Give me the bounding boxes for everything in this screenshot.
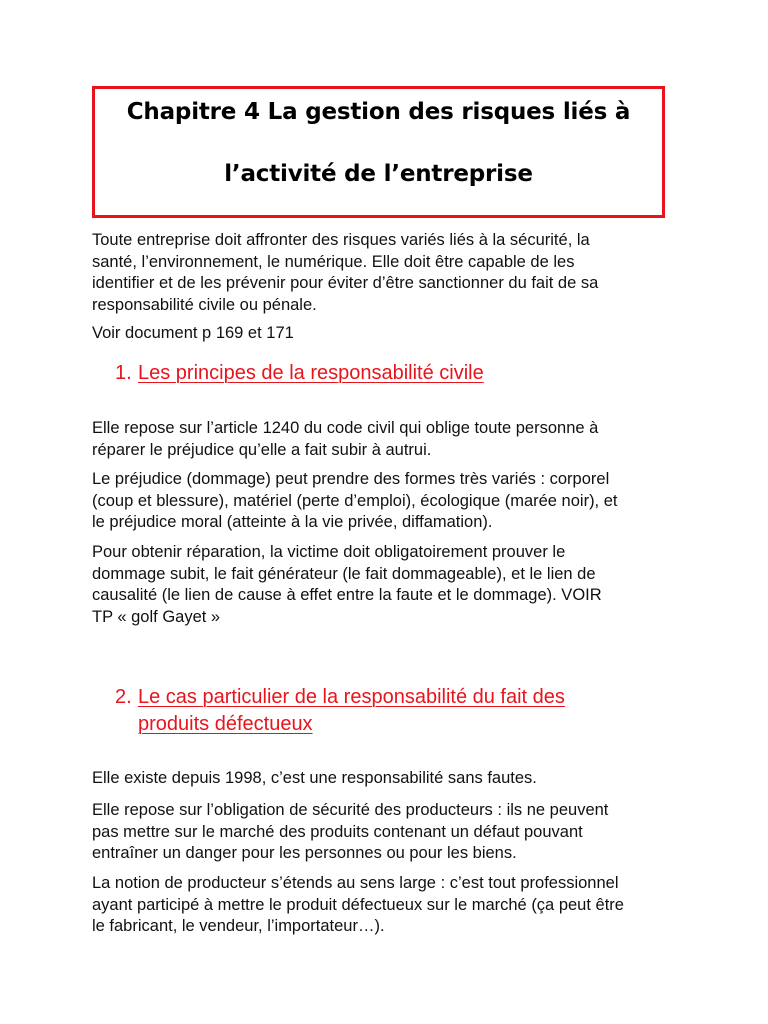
text-line: identifier et de les prévenir pour éviter d’être sanctionner du fait de sa	[92, 274, 599, 292]
text-line: Elle repose sur l’article 1240 du code civil qui oblige toute personne à	[92, 419, 599, 437]
section-2-paragraph-2	[92, 800, 692, 865]
intro-paragraph	[92, 230, 692, 316]
text-line: Elle repose sur l’obligation de sécurité des producteurs : ils ne peuvent	[92, 801, 609, 819]
text-line: pas mettre sur le marché des produits contenant un défaut pouvant	[92, 822, 583, 841]
text-line: Voir document p 169 et 171	[92, 324, 294, 342]
section-2-number: 2.	[115, 686, 132, 708]
section-2-paragraph-1	[92, 768, 692, 790]
text-line: TP « golf Gayet »	[92, 607, 221, 626]
text-line: Elle existe depuis 1998, c’est une responsabilité sans fautes.	[92, 769, 537, 787]
section-2-title-line-2: produits défectueux	[138, 713, 313, 735]
text-line: La notion de producteur s’étends au sens large : c’est tout professionnel	[92, 874, 619, 892]
text-line: le préjudice moral (atteinte à la vie privée, diffamation).	[92, 513, 493, 531]
section-1-paragraph-1	[92, 418, 692, 461]
document-reference	[92, 323, 692, 345]
text-line: entraîner un danger pour les personnes ou pour les biens.	[92, 844, 517, 862]
text-line: le fabricant, le vendeur, l’importateur…).	[92, 917, 385, 935]
text-line: Pour obtenir réparation, la victime doit obligatoirement prouver le	[92, 543, 566, 561]
section-2-heading	[115, 684, 565, 738]
section-1-paragraph-3	[92, 542, 692, 628]
text-line: dommage subit, le fait générateur (le fait dommageable), et le lien de	[92, 564, 596, 583]
section-2-paragraph-3	[92, 873, 692, 938]
text-line: Toute entreprise doit affronter des risques variés liés à la sécurité, la	[92, 231, 590, 249]
section-1-number: 1.	[115, 362, 132, 384]
text-line: ayant participé à mettre le produit défectueux sur le marché (ça peut être	[92, 895, 624, 914]
section-2-title-line-1: Le cas particulier de la responsabilité du fait des	[138, 686, 565, 708]
section-1-paragraph-2	[92, 469, 692, 534]
section-1-heading	[115, 360, 484, 387]
chapter-title-box	[92, 86, 665, 218]
text-line: santé, l’environnement, le numérique. Elle doit être capable de les	[92, 252, 575, 271]
text-line: Le préjudice (dommage) peut prendre des formes très variés : corporel	[92, 470, 610, 488]
text-line: réparer le préjudice qu’elle a fait subir à autrui.	[92, 440, 432, 459]
text-line: causalité (le lien de cause à effet entre la faute et le dommage). VOIR	[92, 586, 602, 604]
text-line: responsabilité civile ou pénale.	[92, 295, 317, 314]
chapter-title-line-1: Chapitre 4 La gestion des risques liés à	[126, 99, 631, 125]
text-line: (coup et blessure), matériel (perte d’emploi), écologique (marée noir), et	[92, 491, 618, 510]
chapter-title-line-2: l’activité de l’entreprise	[224, 161, 533, 187]
section-1-title: Les principes de la responsabilité civile	[138, 362, 484, 384]
